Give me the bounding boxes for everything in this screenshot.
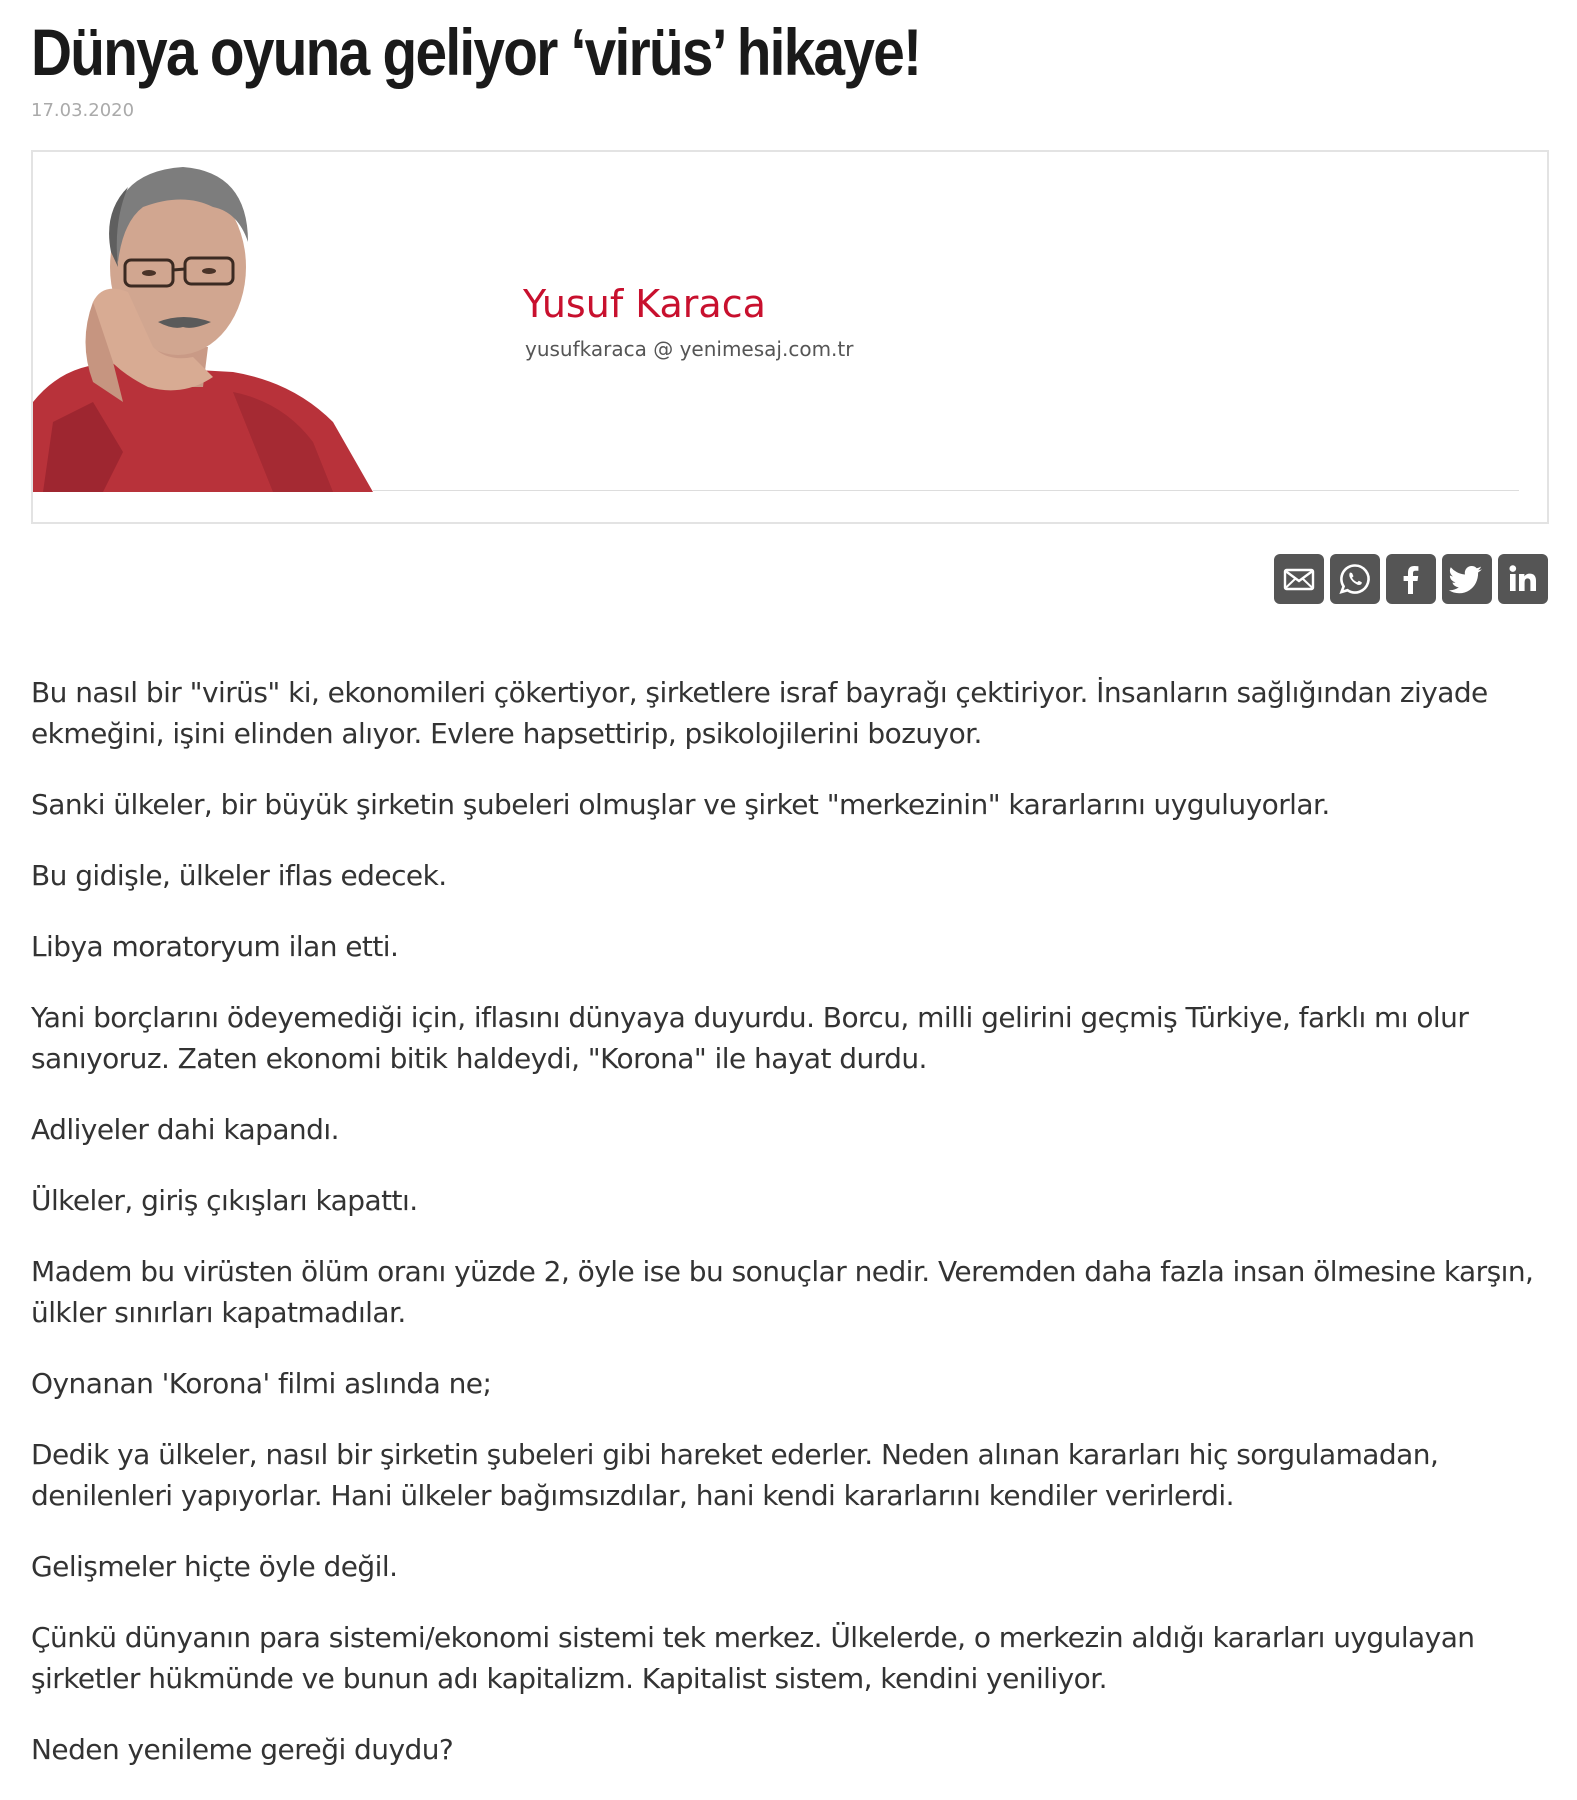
paragraph: Çünkü dünyanın para sistemi/ekonomi sistemi tek merkez. Ülkelerde, o merkezin aldığı kararları uygulayan şirketler hükmünde ve bunun adı kapitalizm. Kapitalist sistem, kendini yeniliyor. [31,1621,1475,1695]
paragraph: Madem bu virüsten ölüm oranı yüzde 2, öyle ise bu sonuçlar nedir. Veremden daha fazla insan ölmesine karşın, ülkler sınırları kapatmadılar. [31,1255,1534,1329]
paragraph: Adliyeler dahi kapandı. [31,1113,339,1146]
share-twitter-button[interactable] [1442,554,1492,604]
share-email-button[interactable] [1274,554,1324,604]
article-title: Dünya oyuna geliyor ‘virüs’ hikaye! [31,15,921,89]
article-body [31,672,1556,1800]
share-whatsapp-button[interactable] [1330,554,1380,604]
paragraph: Bu nasıl bir "virüs" ki, ekonomileri çökertiyor, şirketlere israf bayrağı çektiriyor. İnsanların sağlığından ziyade ekmeğini, işini elinden alıyor. Evlere hapsettirip, psikolojilerini bozuyor. [31,676,1488,750]
paragraph: Ülkeler, giriş çıkışları kapattı. [31,1184,418,1217]
paragraph: Gelişmeler hiçte öyle değil. [31,1550,398,1583]
email-icon [1282,562,1316,596]
author-name[interactable]: Yusuf Karaca [523,282,766,326]
author-divider [373,490,1519,491]
facebook-icon [1394,562,1428,596]
paragraph: Yani borçlarını ödeyemediği için, iflasını dünyaya duyurdu. Borcu, milli gelirini geçmiş Türkiye, farklı mı olur sanıyoruz. Zaten ekonomi bitik haldeydi, "Korona" ile hayat durdu. [31,1001,1469,1075]
paragraph: Libya moratoryum ilan etti. [31,930,399,963]
whatsapp-icon [1338,562,1372,596]
paragraph: Dedik ya ülkeler, nasıl bir şirketin şubeleri gibi hareket ederler. Neden alınan kararları hiç sorgulamadan, denilenleri yapıyorlar. Hani ülkeler bağımsızdılar, hani kendi kararlarını kendiler verirlerdi. [31,1438,1439,1512]
author-email[interactable]: yusufkaraca @ yenimesaj.com.tr [525,337,854,361]
share-linkedin-button[interactable] [1498,554,1548,604]
paragraph: Sanki ülkeler, bir büyük şirketin şubeleri olmuşlar ve şirket "merkezinin" kararlarını uyguluyorlar. [31,788,1330,821]
author-photo[interactable] [33,152,373,492]
paragraph: Oynanan 'Korona' filmi aslında ne; [31,1367,492,1400]
paragraph: Bu gidişle, ülkeler iflas edecek. [31,859,447,892]
share-facebook-button[interactable] [1386,554,1436,604]
linkedin-icon [1506,562,1540,596]
paragraph: Neden yenileme gereği duydu? [31,1733,454,1766]
twitter-icon [1448,560,1486,598]
article-date: 17.03.2020 [31,100,135,121]
author-box [31,150,1549,524]
share-bar [1274,554,1548,604]
